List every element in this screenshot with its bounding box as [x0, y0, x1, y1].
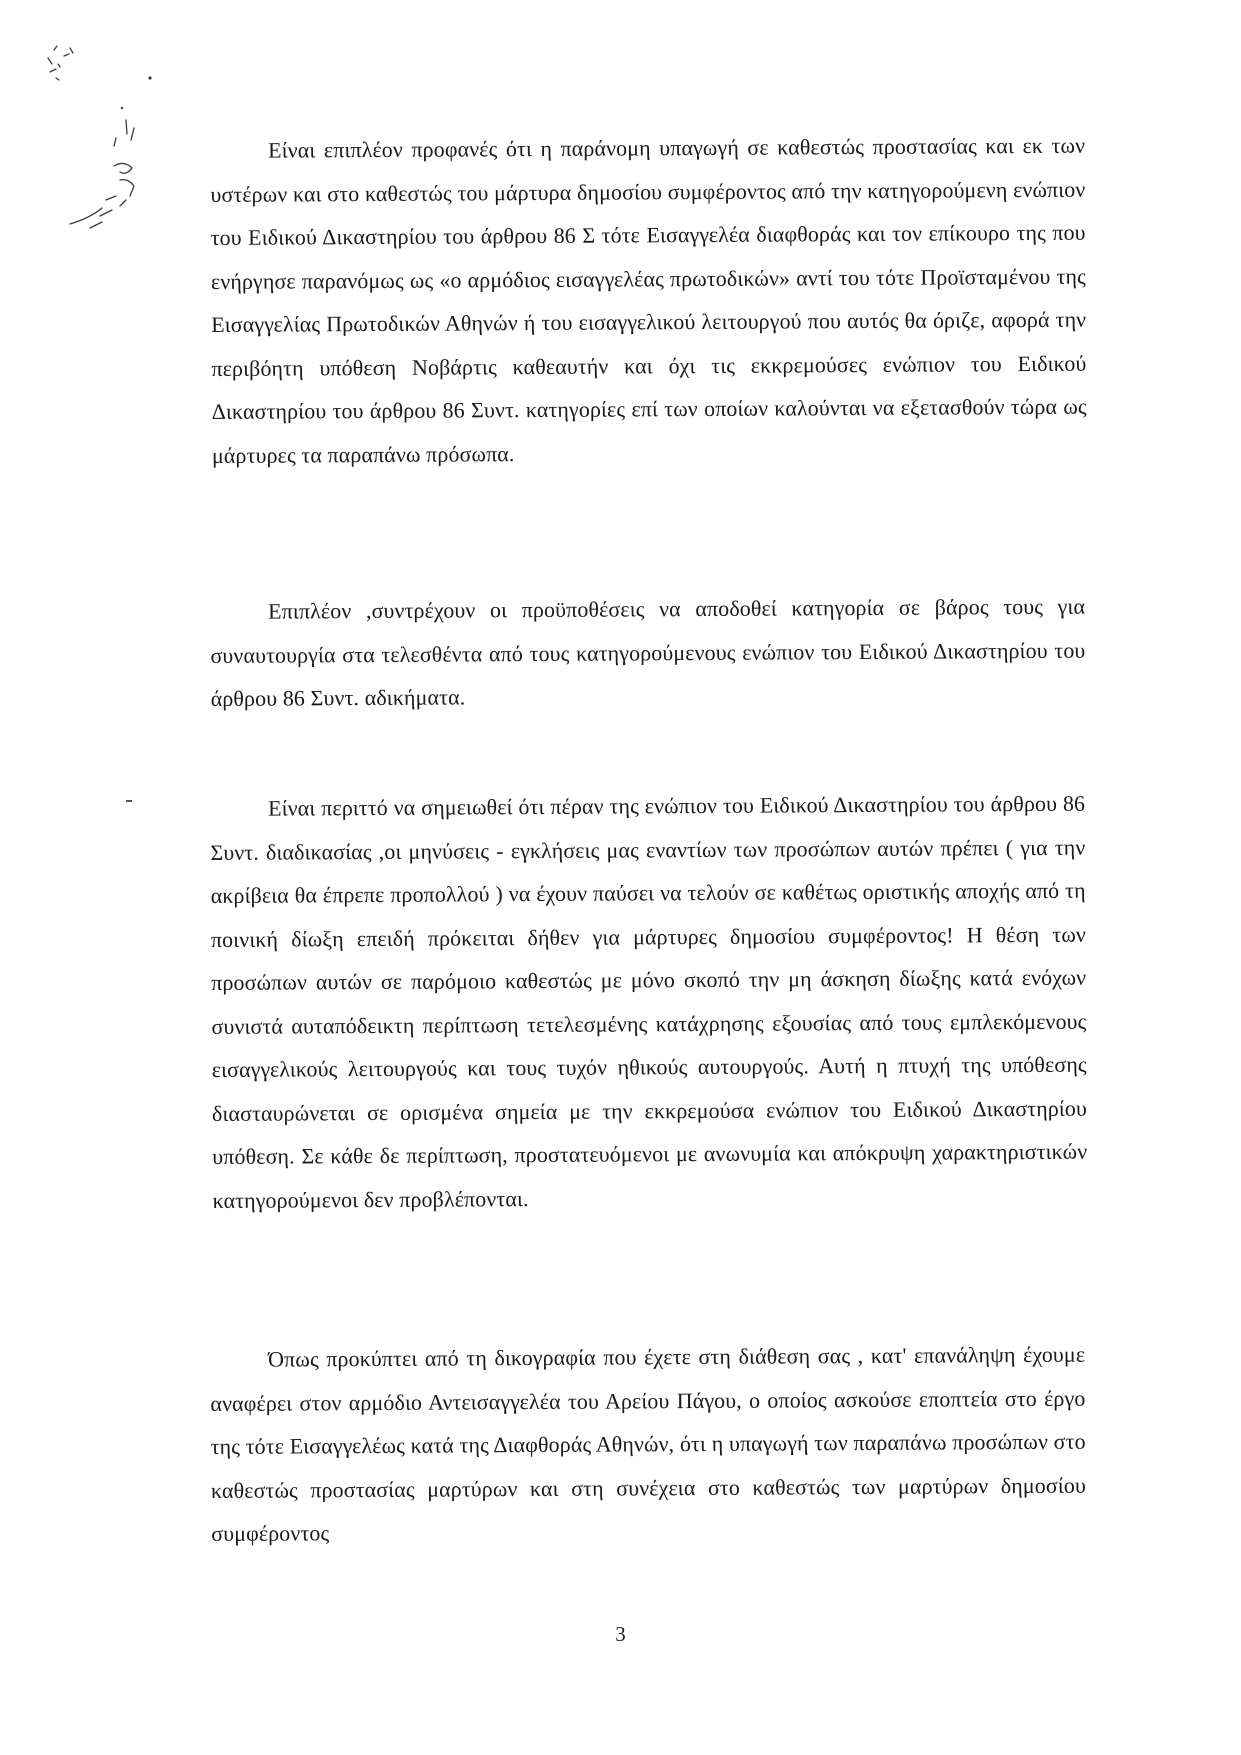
paragraph-1: Είναι επιπλέον προφανές ότι η παράνομη υπαγωγή σε καθεστώς προστασίας και εκ των υστέρων και στο καθεστώς του μάρτυρα δημοσίου συμφέροντος από την κατηγορούμενη ενώπιον του Ειδικού Δικαστηρίου του άρθρου 86 Σ τότε Εισαγγελέα διαφθοράς και τον επίκουρο της που ενήργησε παρανόμως ως «ο αρμόδιος εισαγγελέας πρωτοδικών» αντί του τότε Προϊσταμένου της Εισαγγελίας Πρωτοδικών Αθηνών ή του εισαγγελικού λειτουργού που αυτός θα όριζε, αφορά την περιβόητη υπόθεση Νοβάρτις καθεαυτήν και όχι τις εκκρεμούσες ενώπιον του Ειδικού Δικαστηρίου του άρθρου 86 Συντ. κατηγορίες επί των οποίων καλούνται να εξετασθούν τώρα ως μάρτυρες τα παραπάνω πρόσωπα.	[210, 132, 1087, 468]
margin-scribble	[30, 20, 160, 250]
paragraph-3: Είναι περιττό να σημειωθεί ότι πέραν της ενώπιον του Ειδικού Δικαστηρίου του άρθρου 86 Συντ. διαδικασίας ,οι μηνύσεις - εγκλήσεις μας εναντίων των προσώπων αυτών πρέπει ( για την ακρίβεια θα έπρεπε προπολλού ) να έχουν παύσει να τελούν σε καθέτως οριστικής αποχής από τη ποινική δίωξη επειδή πρόκειται δήθεν για μάρτυρες δημοσίου συμφέροντος! Η θέση των προσώπων αυτών σε παρόμοιο καθεστώς με μόνο σκοπό την μη άσκηση δίωξης κατά ενόχων συνιστά αυταπόδεικτη περίπτωση τετελεσμένης κατάχρησης εξουσίας από τους εμπλεκόμενους εισαγγελικούς λειτουργούς και τους τυχόν ηθικούς αυτουργούς. Αυτή η πτυχή της υπόθεσης διασταυρώνεται σε ορισμένα σημεία με την εκκρεμούσα ενώπιον του Ειδικού Δικαστηρίου υπόθεση. Σε κάθε δε περίπτωση, προστατευόμενοι με ανωνυμία και απόκρυψη χαρακτηριστικών κατηγορούμενοι δεν προβλέπονται.	[210, 790, 1088, 1213]
margin-mark	[126, 800, 132, 802]
paragraph-2: Επιπλέον ,συντρέχουν οι προϋποθέσεις να αποδοθεί κατηγορία σε βάρος τους για συναυτουργία στα τελεσθέντα από τους κατηγορούμενους ενώπιον του Ειδικού Δικαστηρίου του άρθρου 86 Συντ. αδικήματα.	[210, 593, 1086, 711]
page-number: 3	[615, 1622, 626, 1646]
paragraph-4: Όπως προκύπτει από τη δικογραφία που έχετε στη διάθεση σας , κατ' επανάληψη έχουμε αναφέρει στον αρμόδιο Αντεισαγγελέα του Αρείου Πάγου, ο οποίος ασκούσε εποπτεία στο έργο της τότε Εισαγγελέως κατά της Διαφθοράς Αθηνών, ότι η υπαγωγή των παραπάνω προσώπων στο καθεστώς προστασίας μαρτύρων και στη συνέχεια στο καθεστώς των μαρτύρων δημοσίου συμφέροντος	[210, 1341, 1086, 1546]
